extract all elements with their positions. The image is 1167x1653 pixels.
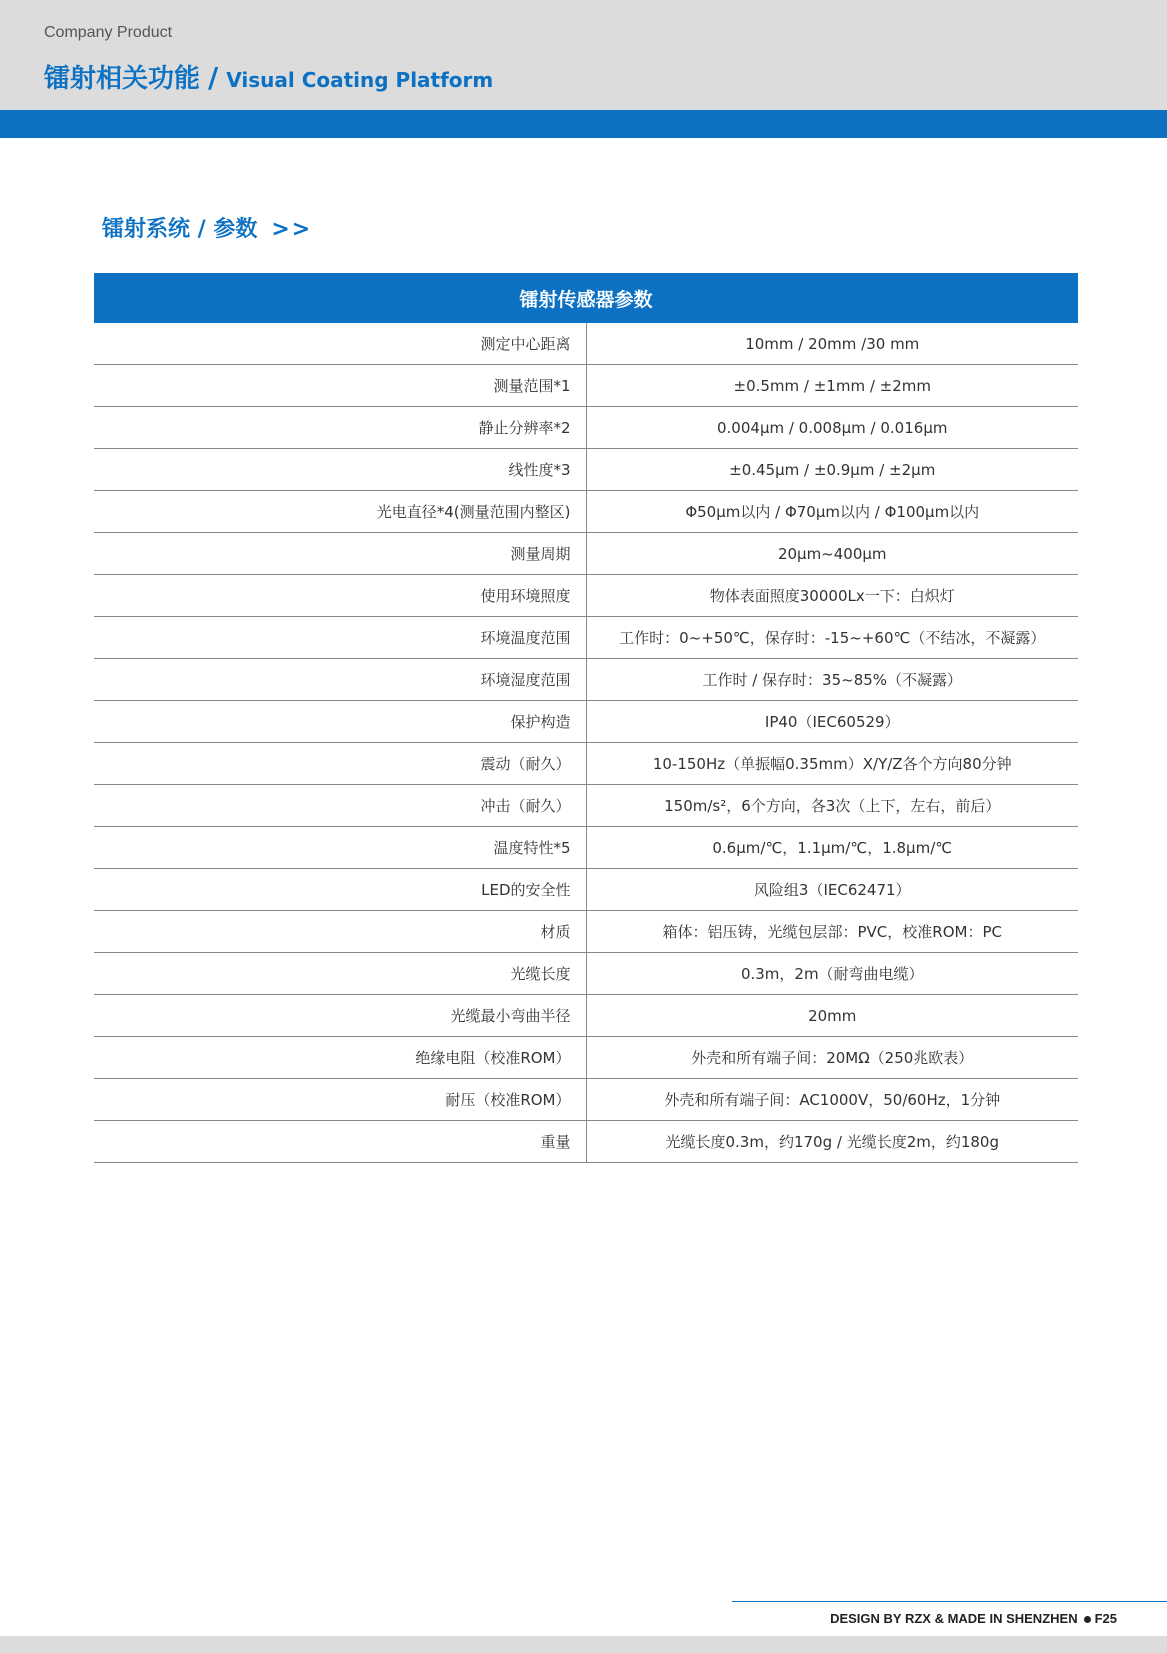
row-value: 20μm~400μm — [586, 533, 1078, 575]
row-label: 光电直径*4(测量范围内整区) — [94, 491, 586, 533]
row-label: 耐压（校准ROM） — [94, 1079, 586, 1121]
table-row — [94, 743, 1078, 785]
row-label: 冲击（耐久） — [94, 785, 586, 827]
row-label: 测量范围*1 — [94, 365, 586, 407]
footer-band — [0, 1636, 1167, 1653]
footer-credit — [830, 1611, 1117, 1626]
table-row — [94, 995, 1078, 1037]
table-row — [94, 659, 1078, 701]
row-value: ±0.45μm / ±0.9μm / ±2μm — [586, 449, 1078, 491]
row-value: IP40（IEC60529） — [586, 701, 1078, 743]
spec-table — [94, 273, 1078, 1163]
row-label: 测量周期 — [94, 533, 586, 575]
table-row — [94, 785, 1078, 827]
table-row — [94, 911, 1078, 953]
page-title-slash: / — [208, 61, 219, 94]
bullet-icon — [1084, 1616, 1091, 1623]
row-label: 材质 — [94, 911, 586, 953]
table-row — [94, 533, 1078, 575]
footer-credit-text: DESIGN BY RZX & MADE IN SHENZHEN — [830, 1611, 1078, 1626]
row-value: 工作时 / 保存时：35~85%（不凝露） — [586, 659, 1078, 701]
row-value: 工作时：0~+50℃，保存时：-15~+60℃（不结冰，不凝露） — [586, 617, 1078, 659]
table-row — [94, 365, 1078, 407]
table-row — [94, 575, 1078, 617]
row-label: 重量 — [94, 1121, 586, 1163]
spec-table-heading: 镭射传感器参数 — [94, 273, 1078, 323]
page-title-en: Visual Coating Platform — [226, 68, 494, 92]
row-label: 绝缘电阻（校准ROM） — [94, 1037, 586, 1079]
row-value: 光缆长度0.3m，约170g / 光缆长度2m，约180g — [586, 1121, 1078, 1163]
page-number: F25 — [1094, 1611, 1117, 1626]
page-title-cn: 镭射相关功能 — [44, 64, 201, 94]
row-value: 20mm — [586, 995, 1078, 1037]
table-row — [94, 1121, 1078, 1163]
company-label: Company Product — [44, 24, 173, 41]
row-value: 风险组3（IEC62471） — [586, 869, 1078, 911]
row-label: 光缆最小弯曲半径 — [94, 995, 586, 1037]
row-label: 使用环境照度 — [94, 575, 586, 617]
row-value: 0.004μm / 0.008μm / 0.016μm — [586, 407, 1078, 449]
row-value: 箱体：铝压铸，光缆包层部：PVC，校准ROM：PC — [586, 911, 1078, 953]
row-label: 环境温度范围 — [94, 617, 586, 659]
row-label: 测定中心距离 — [94, 323, 586, 365]
row-label: 环境湿度范围 — [94, 659, 586, 701]
row-label: 温度特性*5 — [94, 827, 586, 869]
row-value: 150m/s²，6个方向，各3次（上下，左右，前后） — [586, 785, 1078, 827]
row-value: 0.3m，2m（耐弯曲电缆） — [586, 953, 1078, 995]
table-row — [94, 701, 1078, 743]
table-row — [94, 491, 1078, 533]
table-row — [94, 449, 1078, 491]
table-row — [94, 323, 1078, 365]
section-title — [102, 212, 312, 243]
table-row — [94, 1037, 1078, 1079]
footer-divider — [732, 1601, 1167, 1602]
table-row — [94, 1079, 1078, 1121]
section-title-text: 镭射系统 / 参数 — [102, 217, 258, 242]
row-label: 震动（耐久） — [94, 743, 586, 785]
row-value: 0.6μm/℃，1.1μm/℃，1.8μm/℃ — [586, 827, 1078, 869]
row-label: 线性度*3 — [94, 449, 586, 491]
row-value: 10mm / 20mm /30 mm — [586, 323, 1078, 365]
row-value: Φ50μm以内 / Φ70μm以内 / Φ100μm以内 — [586, 491, 1078, 533]
header-accent-stripe — [0, 110, 1167, 138]
section-arrows: >> — [271, 217, 313, 242]
row-value: 外壳和所有端子间：AC1000V，50/60Hz，1分钟 — [586, 1079, 1078, 1121]
row-label: 保护构造 — [94, 701, 586, 743]
row-label: 静止分辨率*2 — [94, 407, 586, 449]
table-row — [94, 869, 1078, 911]
row-value: 物体表面照度30000Lx一下：白炽灯 — [586, 575, 1078, 617]
row-value: ±0.5mm / ±1mm / ±2mm — [586, 365, 1078, 407]
row-value: 10-150Hz（单振幅0.35mm）X/Y/Z各个方向80分钟 — [586, 743, 1078, 785]
table-row — [94, 953, 1078, 995]
row-label: 光缆长度 — [94, 953, 586, 995]
table-row — [94, 617, 1078, 659]
spec-table-header-row — [94, 273, 1078, 323]
page-title — [44, 58, 493, 95]
table-row — [94, 827, 1078, 869]
table-row — [94, 407, 1078, 449]
row-value: 外壳和所有端子间：20MΩ（250兆欧表） — [586, 1037, 1078, 1079]
row-label: LED的安全性 — [94, 869, 586, 911]
